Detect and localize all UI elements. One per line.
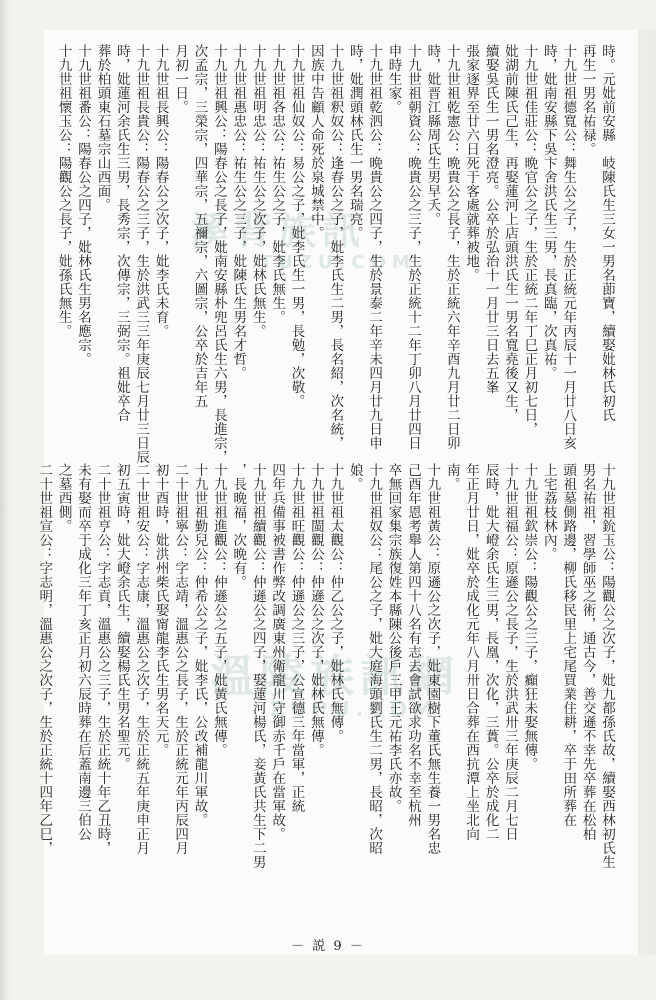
- text-column: 十九世祖續觀公：仲遜公之四子，娶蓮河楊氏，妾黃氏共生下二男: [249, 463, 266, 869]
- watermark-bottom-latin: ZUPU.COM: [270, 697, 439, 721]
- text-column: 十九世祖進觀公：仲遜公之五子，妣黃氏無傳。: [210, 463, 227, 757]
- text-column: 時，妣南安縣下吳卞舍洪氏生三男，長真臨，次真祐。: [540, 44, 557, 380]
- text-column: 因族中告顧人命死於泉城禁中。: [307, 44, 324, 240]
- text-column: 上宅荔枝林內。: [540, 463, 557, 561]
- text-column: 十九世祖奴公：尾公之子，妣大庭海頭劉氏生二男，長昭，次昭: [366, 463, 383, 855]
- text-column: 十九世祖番公：陽春公之四子，妣林氏生男名應宗。: [75, 44, 92, 366]
- text-column: 辰時，妣大嶝余氏生三男，長凰，次化，三蕢。公卒於成化二: [482, 463, 499, 841]
- binding-shadow: [0, 0, 10, 1000]
- text-column: 十九世祖黃公：原遜公之次子，妣東園樹下董氏無生養一男名忠: [424, 463, 441, 855]
- text-column: 十九世祖興公：陽春公之長子，妣南安縣朴兜呂氏生六男，長進宗，: [210, 44, 227, 464]
- text-column: 十九世祖欽崇公：陽觀公之三子，癲狂未娶無傳。: [521, 463, 538, 771]
- text-column: 之墓西側。: [55, 463, 72, 533]
- text-column: 十九世祖長興公：陽春公之次子，妣李氏未育。: [152, 44, 169, 338]
- text-column: 二十世祖寧公：字志靖，溫惠公之長子，生於正統元年丙辰四月: [172, 463, 189, 855]
- text-column: 二十世祖宣公：字志明，溫惠公之次子，生於正統十四年乙巳，: [36, 463, 53, 855]
- text-column: 時，妣晋江縣周氏生男早夭。: [424, 44, 441, 226]
- page-number: － 説 9 －: [291, 939, 365, 954]
- text-column: 二十世祖安公：字志康，溫惠公之次子，生於正統五年庚申正月: [133, 463, 150, 855]
- text-column: 四年兵備事被書作弊改調廣東州衛龍川守御赤千戶在當軍故。: [269, 463, 286, 841]
- text-column: 十九世祖明忠公：祐生公之次子，妣林氏無生。: [249, 44, 266, 338]
- genealogy-text-top: [53, 44, 616, 464]
- text-column: 次孟宗，三榮宗，四華宗，五禰宗，六圖宗，公卒於吉年五: [191, 44, 208, 408]
- text-column: 南。: [443, 463, 460, 491]
- text-column: 初五寅時，妣大嶝余氏生，續娶楊氏生男名聖元。: [113, 463, 130, 771]
- text-column: 十九世祖閩觀公：仲遜公之次子，妣林氏無傳。: [307, 463, 324, 757]
- text-column: 十九世祖懷玉公：陽觀公之長子，妣孫氏無生。: [55, 44, 72, 338]
- text-column: 十九世祖惠忠公：祐生公之三子，妣陳氏生男名才哲。: [230, 44, 247, 380]
- text-column: 十九世祖仙奴公：易公之子，妣李氏生一男，長勉，次敬。: [288, 44, 305, 408]
- text-column: 十九世祖釈奴公：逢春公之子，妣李氏生二男，長名紹，次名統，: [327, 44, 344, 450]
- text-column: 再生一男名祐禄。: [579, 44, 596, 156]
- watermark-top-latin: TUZU.COM: [260, 252, 416, 273]
- text-column: 葬於柏頭東石墓宗山西面。: [94, 44, 111, 212]
- text-column: 男名祐祖，習學師巫之術，通古今，善交遜不幸先卒葬在松柏: [579, 463, 596, 841]
- text-column: 卒無回家集宗族復姓本縣陳公後戶三甲王元祐李氏亦故。: [385, 463, 402, 813]
- text-column: 十九世祖旺觀公：仲遜公之三子，公宣德三年當軍，正統: [288, 463, 305, 813]
- text-column: ，長晩福，次晩有。: [230, 463, 247, 589]
- text-column: 二十世祖亨公：字志貢，溫惠公之三子，生於正統十年乙丑時，: [94, 463, 111, 855]
- text-column: 娘。: [346, 463, 363, 491]
- text-column: 十九世祖乾憲公：晩貴公之長子，生於正統六年辛酉九月廿二日卯: [443, 44, 460, 450]
- text-column: 十九世祖佳莊公：晩官公之子，生於正統二年丁巳正月初七日，: [521, 44, 538, 436]
- text-column: 十九世祖朝資公：晩貴公之三子，生於正統十二年丁卯八月廿四日: [404, 44, 421, 450]
- text-column: 續娶吳氏生一男名澄亮。公卒於弘治十一月廿三日去五峯: [482, 44, 499, 394]
- text-column: 時。元妣前安縣 岐陳氏生三女一男名莭寶，續娶妣林氏初氏: [599, 44, 615, 422]
- watermark-bottom: 溫陵族訊網: [210, 651, 460, 702]
- text-column: 月初一日。: [172, 44, 189, 114]
- genealogy-text-bottom: [34, 463, 616, 893]
- text-column: 十九世祖長貴公：陽春公之三子，生於洪武三三年庚辰七月廿三日辰: [133, 44, 150, 464]
- text-column: 時，妣蓮河余氏生三男，長秀宗，次傳宗，三弼宗。祖妣卒合: [113, 44, 130, 422]
- text-column: 張家逐界至廿六日死于客處就葬被地。: [463, 44, 480, 282]
- text-column: 十九世祖勤兒公：仲希公之子，妣李氏，公改補龍川軍故。: [191, 463, 208, 827]
- text-column: 初十酉時，妣洪州柴氏娶甯龍李氏生男名天元。: [152, 463, 169, 757]
- text-column: 十九世祖福公：原遜公之長子，生於洪武卅三年庚辰二月七日: [501, 463, 518, 841]
- text-column: 申時生家。: [385, 44, 402, 114]
- text-column: 妣湖前陳氏己生，再娶蓮河上店頭洪氏生一男名寬堯後又生，: [501, 44, 518, 422]
- text-column: 己酉年恩考舉人第四十八名有志去會試欲求功名不幸至杭州: [404, 463, 421, 827]
- text-column: 十九世祖鈗玉公：陽觀公之次子，妣九都孫氏故，續娶西林初氏生: [599, 463, 615, 869]
- text-column: 時，妣潤頭林氏生一男名瑞亮。: [346, 44, 363, 240]
- watermark-top: 溪背族訊: [190, 209, 367, 253]
- text-column: 十九世祖太觀公：仲乙公之子，妣林氏無傳。: [327, 463, 344, 743]
- text-column: 年正月廿日，妣卒於成化元年八月卅日合葬在西抗潭上坐北向: [463, 463, 480, 841]
- text-column: 十九世祖德寬公：舞生公之子，生於正統元年丙辰十一月廿八日亥: [560, 44, 577, 450]
- text-column: 十九世祖各忠公：祐生公之子，妣李氏無生。: [269, 44, 286, 324]
- text-column: 頭祖墓側路邊，柳氏移民里上宅尾買業住耕，卒于田所葬在: [560, 463, 577, 827]
- text-column: 十九世祖乾泗公：晩貴公之四子，生於景泰二年辛未四月廿九日申: [366, 44, 383, 450]
- text-column: 未有娶而卒于成化三年丁亥正月初六辰時葬在后蓋南邊三伯公: [75, 463, 92, 841]
